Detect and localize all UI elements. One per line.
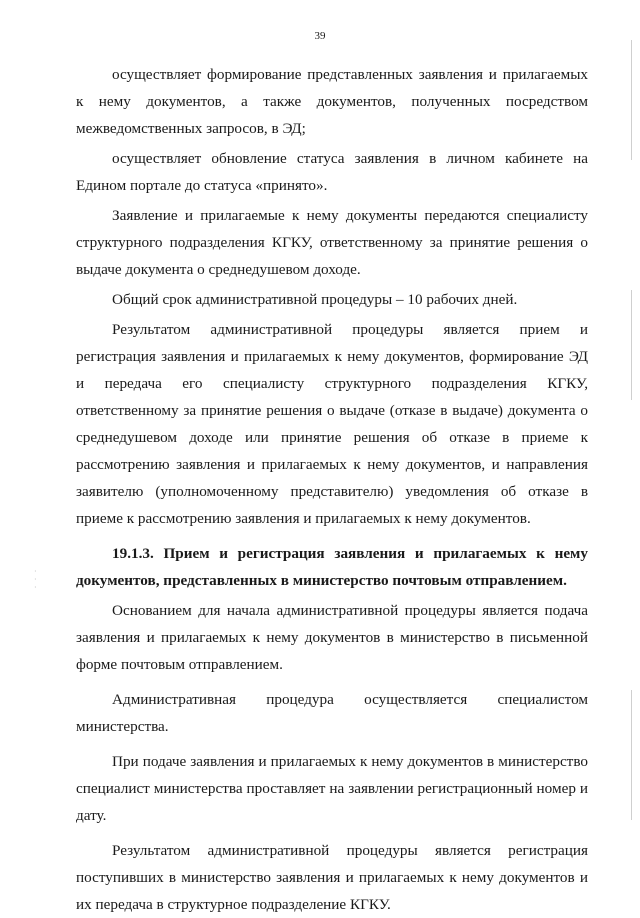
scan-edge-mark <box>631 40 632 160</box>
paragraph-10: Результатом административной процедуры является регистрация поступивших в министерство заявления и прилагаемых к нему документов и их передача в структурное подразделение КГКУ. <box>76 842 588 913</box>
paragraph-8: Административная процедура осуществляется специалистом министерства. <box>76 691 588 735</box>
scan-speck-marks: · · · <box>34 567 37 592</box>
paragraph-7: Основанием для начала административной процедуры является подача заявления и прилагаемых к нему документов в министерство в письменной форме почтовым отправлением. <box>76 602 588 673</box>
paragraph-4: Общий срок административной процедуры – 10 рабочих дней. <box>112 291 518 308</box>
paragraph-2: осуществляет обновление статуса заявления в личном кабинете на Едином портале до статуса «принято». <box>76 150 588 194</box>
paragraph-3: Заявление и прилагаемые к нему документы передаются специалисту структурного подразделения КГКУ, ответственному за принятие решения о выдаче документа о среднедушевом доходе. <box>76 207 588 278</box>
scan-edge-mark <box>631 290 632 400</box>
paragraph-5: Результатом административной процедуры является прием и регистрация заявления и прилагаемых к нему документов, формирование ЭД и передача его специалисту структурного подразделения КГКУ, ответственному за принятие решения о выдаче (отказе в выдаче) документа о среднедушевом доходе или принятие решения об отказе в приеме к рассмотрению заявления и прилагаемых к нему документов, и направления заявителю (уполномоченному представителю) уведомления об отказе в приеме к рассмотрению заявления и прилагаемых к нему документов. <box>76 321 588 527</box>
document-body <box>76 61 588 918</box>
scan-edge-mark <box>631 690 632 820</box>
page-number: 39 <box>314 30 326 42</box>
paragraph-1: осуществляет формирование представленных заявления и прилагаемых к нему документов, а также документов, полученных посредством межведомственных запросов, в ЭД; <box>76 66 588 137</box>
paragraph-9: При подаче заявления и прилагаемых к нему документов в министерство специалист министерства проставляет на заявлении регистрационный номер и дату. <box>76 753 588 824</box>
section-heading-19-1-3: 19.1.3. Прием и регистрация заявления и прилагаемых к нему документов, представленных в министерство почтовым отправлением. <box>76 545 588 589</box>
